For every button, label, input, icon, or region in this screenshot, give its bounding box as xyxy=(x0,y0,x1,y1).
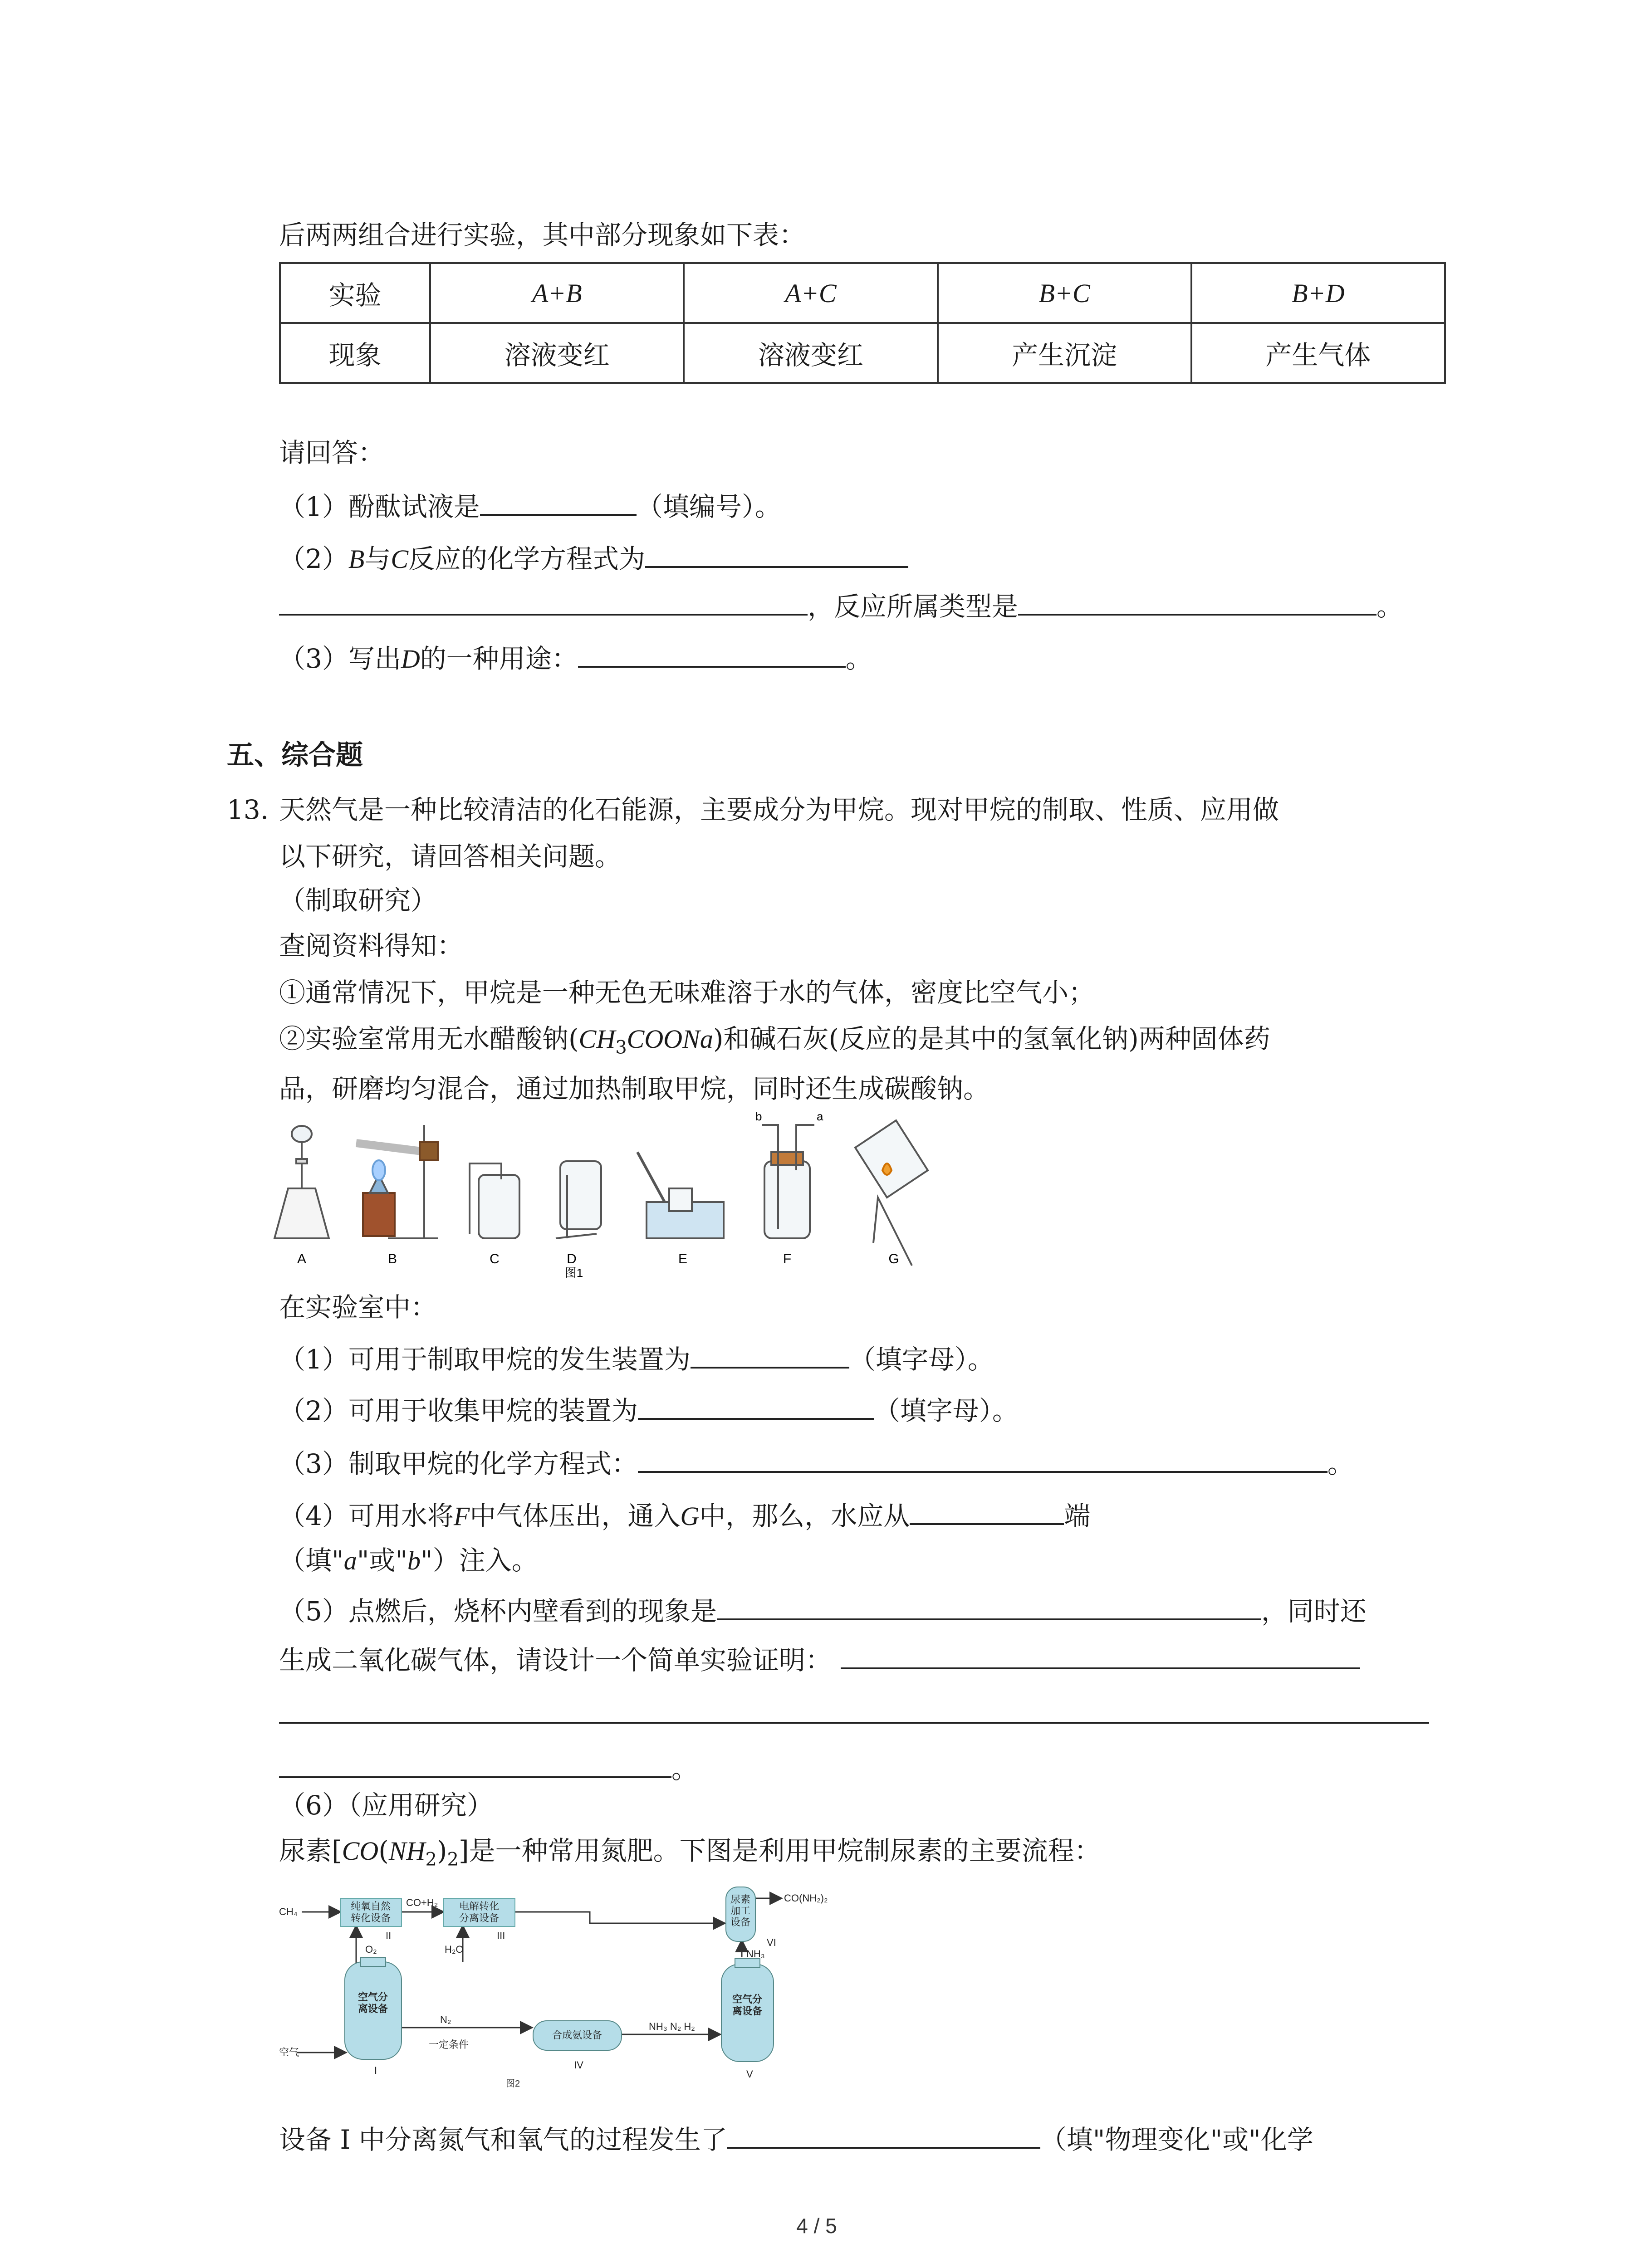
q13-sub2 xyxy=(279,1392,1019,1429)
q13-blank-line xyxy=(279,1696,1429,1733)
flow-label: 合成氨设备 xyxy=(552,2029,603,2041)
figure-label: b xyxy=(755,1110,762,1123)
text: （填字母）。 xyxy=(849,1344,994,1375)
flow-label: V xyxy=(746,2068,753,2080)
text: ]是一种常用氮肥。下图是利用甲烷制尿素的主要流程： xyxy=(458,1835,1101,1866)
formula: COONa xyxy=(627,1024,713,1054)
table-row xyxy=(280,263,1445,323)
apparatus-e xyxy=(637,1152,724,1238)
flow-label: 离设备 xyxy=(358,2003,388,2014)
figure-label: D xyxy=(567,1251,577,1266)
flow-label: 电解转化 xyxy=(459,1901,500,1912)
apparatus-g xyxy=(855,1120,928,1266)
q13-sub5-cont xyxy=(279,1641,1360,1678)
q13-line: （制取研究） xyxy=(279,885,437,916)
flow-label: 空气分 xyxy=(732,1994,763,2005)
text: （4）可用水将 xyxy=(279,1501,454,1531)
flow-label: IV xyxy=(574,2059,583,2071)
flow-label: I xyxy=(374,2065,377,2076)
q12-part2-cont xyxy=(279,587,1403,625)
flow-label: 空气 xyxy=(279,2047,299,2058)
table-row xyxy=(280,323,1445,383)
q13-sub3 xyxy=(279,1445,1354,1482)
flow-label: VI xyxy=(767,1937,776,1948)
figure-caption: 图2 xyxy=(506,2079,520,2089)
q13-line: 品，研磨均匀混合，通过加热制取甲烷，同时还生成碳酸钠。 xyxy=(279,1073,990,1104)
section-title: 五、综合题 xyxy=(227,739,363,771)
figure-label: A xyxy=(297,1251,307,1266)
flow-label: 分离设备 xyxy=(459,1912,500,1924)
q13-line: 以下研究，请回答相关问题。 xyxy=(279,841,622,872)
flow-label: 离设备 xyxy=(732,2005,763,2017)
answer-blank[interactable] xyxy=(480,488,637,516)
text: （填"物理变化"或"化学 xyxy=(1040,2124,1313,2155)
text: G xyxy=(680,1501,700,1531)
figure-label: C xyxy=(490,1251,500,1266)
text: （填字母）。 xyxy=(873,1395,1019,1426)
answer-blank[interactable] xyxy=(910,1497,1064,1525)
answer-blank[interactable] xyxy=(841,1641,1360,1669)
process-flow-diagram xyxy=(272,1878,907,2105)
text: "）注入。 xyxy=(421,1545,538,1576)
formula: NH xyxy=(388,1836,426,1866)
text: 。 xyxy=(1376,591,1403,622)
flow-label: NH₃ xyxy=(746,1948,765,1960)
text: ，同时还 xyxy=(1261,1596,1367,1627)
text: B xyxy=(348,544,365,574)
answer-blank[interactable] xyxy=(279,587,808,616)
subscript: 2 xyxy=(425,1849,437,1870)
text: （1）可用于制取甲烷的发生装置为 xyxy=(279,1344,691,1375)
table-cell: 产生沉淀 xyxy=(938,323,1191,383)
text: （填编号）。 xyxy=(636,491,781,522)
answer-blank[interactable] xyxy=(638,1445,1327,1473)
q13-line: 在实验室中： xyxy=(279,1292,437,1323)
q12-part2 xyxy=(279,540,908,577)
q13-line: （6）（应用研究） xyxy=(279,1790,493,1821)
text: F xyxy=(453,1501,470,1531)
text: 设备 I 中分离氮气和氧气的过程发生了 xyxy=(279,2124,727,2155)
apparatus-d xyxy=(556,1161,601,1238)
text: 中气体压出，通入 xyxy=(470,1501,681,1531)
text: 反应的化学方程式为 xyxy=(408,543,646,574)
flow-label: H₂O xyxy=(445,1944,464,1955)
q13-line xyxy=(279,1833,1101,1878)
q13-line: 天然气是一种比较清洁的化石能源，主要成分为甲烷。现对甲烷的制取、性质、应用做 xyxy=(279,794,1279,825)
flow-label: 尿素 xyxy=(730,1894,751,1905)
table-cell: 溶液变红 xyxy=(430,323,684,383)
table-cell: 溶液变红 xyxy=(684,323,937,383)
text: D xyxy=(401,644,420,674)
table-cell: 实验 xyxy=(280,263,430,323)
text: 端 xyxy=(1064,1501,1091,1531)
q13-line xyxy=(279,1021,1270,1066)
observation-table xyxy=(279,262,1446,384)
flow-label: 纯氧自然 xyxy=(350,1901,391,1912)
figure-label: a xyxy=(817,1110,823,1123)
answer-blank[interactable] xyxy=(638,1392,874,1420)
apparatus-f xyxy=(762,1125,814,1238)
text: b xyxy=(407,1546,421,1575)
text: （填" xyxy=(279,1545,344,1576)
q13-line: 查阅资料得知： xyxy=(279,930,464,961)
text: 中，那么，水应从 xyxy=(699,1501,910,1531)
table-cell: B+C xyxy=(938,263,1191,323)
answer-blank[interactable] xyxy=(578,640,846,668)
text: 的一种用途： xyxy=(420,643,578,674)
text: 。 xyxy=(1327,1448,1354,1479)
q13-sub5 xyxy=(279,1592,1367,1629)
apparatus-c xyxy=(470,1163,519,1238)
flow-label: 加工 xyxy=(730,1905,751,1916)
text: 。 xyxy=(671,1754,698,1784)
intro-text: 后两两组合进行实验，其中部分现象如下表： xyxy=(279,220,806,250)
figure-label: B xyxy=(387,1251,397,1266)
text: ②实验室常用无水醋酸钠( xyxy=(279,1023,579,1054)
subscript: 3 xyxy=(615,1037,627,1058)
apparatus-figure xyxy=(270,1107,932,1279)
text: （5）点燃后，烧杯内壁看到的现象是 xyxy=(279,1596,717,1627)
q13-blank-line xyxy=(279,1750,698,1787)
figure-caption: 图1 xyxy=(564,1266,583,1279)
text: ，反应所属类型是 xyxy=(808,591,1019,622)
text: （3）制取甲烷的化学方程式： xyxy=(279,1448,638,1479)
figure-label: G xyxy=(888,1251,899,1266)
answer-blank[interactable] xyxy=(645,540,908,568)
text: （2）可用于收集甲烷的装置为 xyxy=(279,1395,638,1426)
answer-blank[interactable] xyxy=(279,1750,671,1778)
flow-label: II xyxy=(386,1930,392,1941)
figure-label: F xyxy=(783,1251,792,1266)
text: 。 xyxy=(845,643,872,674)
flow-label: 一定条件 xyxy=(429,2039,469,2050)
text: ( xyxy=(378,1835,389,1866)
apparatus-a xyxy=(274,1125,329,1238)
flow-label: O₂ xyxy=(365,1944,377,1955)
apparatus-b xyxy=(356,1125,438,1238)
text: ) xyxy=(436,1835,447,1866)
flow-label: 设备 xyxy=(730,1916,751,1928)
table-cell: 产生气体 xyxy=(1191,323,1445,383)
q12-prompt: 请回答： xyxy=(279,437,385,468)
formula: CH xyxy=(578,1024,616,1054)
answer-blank[interactable] xyxy=(727,2121,1040,2149)
text: a xyxy=(343,1546,357,1575)
figure-label: E xyxy=(678,1251,688,1266)
answer-blank[interactable] xyxy=(279,1696,1429,1724)
flow-label: 空气分 xyxy=(358,1991,388,2003)
q12-part1 xyxy=(279,488,781,525)
flow-label: NH₃ N₂ H₂ xyxy=(649,2021,695,2032)
table-cell: 现象 xyxy=(280,323,430,383)
flow-label: N₂ xyxy=(440,2014,451,2025)
subscript: 2 xyxy=(447,1849,459,1870)
flow-label: 转化设备 xyxy=(350,1912,391,1924)
text: （2） xyxy=(279,543,348,574)
table-cell: B+D xyxy=(1191,263,1445,323)
q13-line: ①通常情况下，甲烷是一种无色无味难溶于水的气体，密度比空气小； xyxy=(279,977,1095,1008)
text: 与 xyxy=(364,543,391,574)
flow-label: CO+H₂ xyxy=(406,1897,438,1908)
q13-sub1 xyxy=(279,1340,994,1378)
text: C xyxy=(391,544,409,574)
table-cell: A+B xyxy=(430,263,684,323)
answer-blank[interactable] xyxy=(717,1592,1261,1620)
text: （3）写出 xyxy=(279,643,401,674)
flow-label: III xyxy=(497,1930,505,1941)
text: 生成二氧化碳气体，请设计一个简单实验证明： xyxy=(279,1645,832,1676)
text: )和碱石灰(反应的是其中的氢氧化钠)两种固体药 xyxy=(713,1023,1270,1054)
page-number: 4 / 5 xyxy=(796,2214,837,2238)
text: "或" xyxy=(357,1545,408,1576)
q13-sub4-cont xyxy=(279,1542,538,1579)
q13-number: 13. xyxy=(227,794,269,825)
table-cell: A+C xyxy=(684,263,937,323)
flow-label: CO(NH₂)₂ xyxy=(784,1892,828,1904)
q13-last-line xyxy=(279,2121,1313,2158)
formula: CO xyxy=(342,1836,379,1866)
q13-sub4 xyxy=(279,1497,1090,1535)
text: 尿素[ xyxy=(279,1835,342,1866)
answer-blank[interactable] xyxy=(691,1340,849,1369)
text: （1）酚酞试液是 xyxy=(279,491,480,522)
q12-part3 xyxy=(279,640,872,677)
flow-label: CH₄ xyxy=(279,1906,298,1917)
answer-blank[interactable] xyxy=(1018,587,1376,616)
